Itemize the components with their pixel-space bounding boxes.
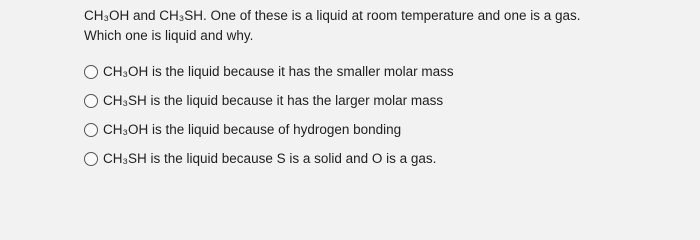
radio-button-icon[interactable] [84, 123, 98, 137]
answer-option-2[interactable] [84, 91, 454, 110]
answer-options [84, 62, 454, 178]
question-text-line-2: Which one is liquid and why. [84, 28, 254, 43]
radio-button-icon[interactable] [84, 65, 98, 79]
answer-option-1[interactable] [84, 62, 454, 81]
radio-button-icon[interactable] [84, 94, 98, 108]
question-text-line-1: CH₃OH and CH₃SH. One of these is a liquid at room temperature and one is a gas. [84, 8, 581, 23]
answer-option-label: CH₃SH is the liquid because it has the larger molar mass [103, 93, 444, 108]
question-prompt [84, 6, 684, 46]
radio-button-icon[interactable] [84, 152, 98, 166]
answer-option-4[interactable] [84, 149, 454, 168]
answer-option-label: CH₃OH is the liquid because of hydrogen bonding [103, 122, 402, 137]
answer-option-3[interactable] [84, 120, 454, 139]
answer-option-label: CH₃OH is the liquid because it has the smaller molar mass [103, 64, 454, 79]
answer-option-label: CH₃SH is the liquid because S is a solid and O is a gas. [103, 151, 437, 166]
